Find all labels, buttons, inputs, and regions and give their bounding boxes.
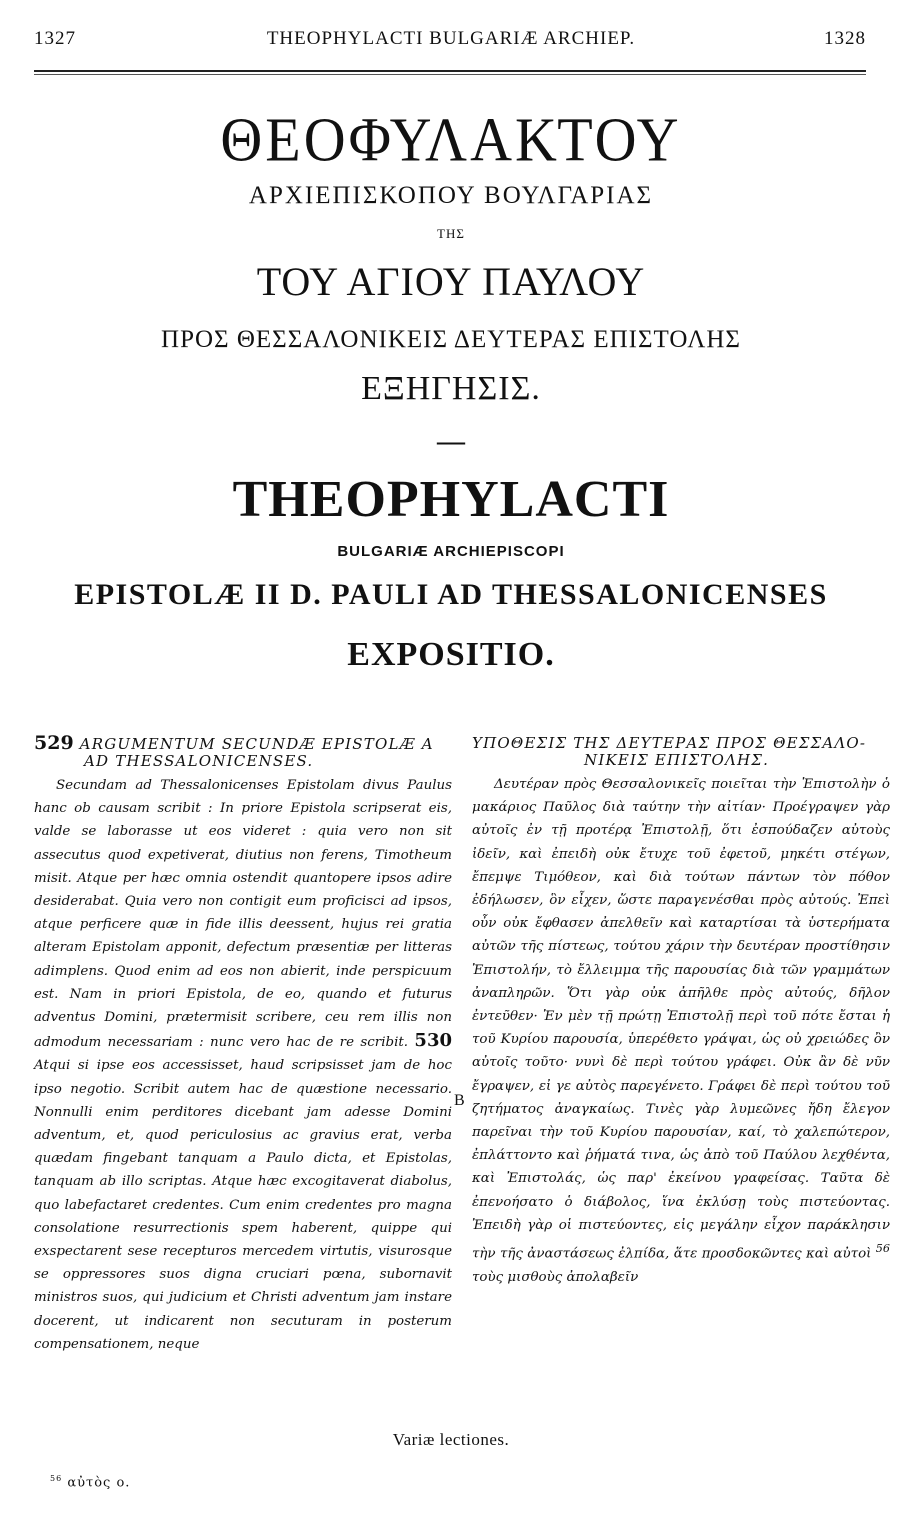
greek-text-end: τοὺς μισθοὺς ἀπολαβεῖν: [472, 1269, 639, 1285]
header-rule: [34, 70, 866, 75]
latin-title: THEOPHYLACTI: [232, 471, 670, 528]
greek-column: [472, 735, 890, 1289]
running-head: [0, 28, 902, 60]
latin-text-part2: Atqui si ipse eos accessisset, haud scripsisset jam de hoc ipso negotio. Scribit autem hac de quæstione necessario. Nonnulli enim perditores dicebant jam adesse Domini adventum, et, quod periculosius ac gravius erat, verba quædam fingebant tanquam a Paulo dicta, et Epistolas, tanquam ab illo scriptas. Atque hæc excogitaverat diabolus, quo labefactaret credentes. Cum enim credentes pro magna consolatione resurrectionis spem haberent, quippe qui exspectarent sese recepturos mercedem virtutis, visurosque se oppressores suos digna cruciari pœna, subornavit ministros suos, qui judicium et Christi adventum jam instare docerent, ut indicarent non secuturam in posterum compensationem, neque: [34, 1058, 452, 1352]
latin-column-heading: [34, 732, 452, 770]
margin-letter: B: [454, 1092, 465, 1109]
greek-text: [472, 773, 890, 1289]
greek-column-heading: [472, 735, 890, 769]
greek-subtitle-1: ΑΡΧΙΕΠΙΣΚΟΠΟΥ ΒΟΥΛΓΑΡΙΑΣ: [248, 182, 654, 209]
footnote-number: 56: [50, 1474, 63, 1483]
latin-heading-line2: AD THESSALONICENSES.: [84, 752, 314, 770]
column-number-right: 1328: [824, 28, 866, 49]
greek-heading-line2: ΝΙΚΕΙΣ ΕΠΙΣΤΟΛΗΣ.: [584, 751, 770, 769]
greek-subtitle-2: ΤΗΣ: [437, 226, 465, 241]
latin-text-part1: Secundam ad Thessalonicenses Epistolam divus Paulus hanc ob causam scribit : In priore Epistola scripserat eis, valde se laborasse ut eos videret : quia vero non sit assecutus quod expetiverat, diutius non ferens, Timotheum misit. Atque per hæc omnia ostendit quantopere ipsos adire desiderabat. Quia vero non contigit eum proficisci ad ipsos, atque perficere quæ in fide illis deessent, hujus rei gratia alteram Epistolam apponit, defectum præsentiæ per litteras adimplens. Quod enim ad eos non abierit, inde perspicuum est. Nam in priori Epistola, de eo, quando et futurus adventus Domini, prætermisit scribere, ceu rem illis non admodum necessariam : nunc vero hac de re scribit.: [34, 778, 452, 1051]
footnote: [50, 1474, 130, 1490]
greek-subtitle-5: ΕΞΗΓΗΣΙΣ.: [361, 370, 541, 407]
latin-subtitle-1: BULGARIÆ ARCHIEPISCOPI: [337, 543, 565, 560]
running-title: THEOPHYLACTI BULGARIÆ ARCHIEP.: [266, 28, 636, 49]
latin-heading-line1: ARGUMENTUM SECUNDÆ EPISTOLÆ A: [79, 735, 434, 753]
latin-text: [34, 774, 452, 1356]
greek-subtitle-3: ΤΟΥ ΑΓΙΟΥ ΠΑΥΛΟΥ: [256, 259, 646, 304]
title-divider: —: [437, 426, 465, 457]
variae-lectiones-heading: Variæ lectiones.: [392, 1430, 510, 1449]
column-number-left: 1327: [34, 28, 76, 49]
greek-text-body: Δευτέραν πρὸς Θεσσαλονικεῖς ποιεῖται τὴν Ἐπιστολὴν ὁ μακάριος Παῦλος διὰ ταύτην τὴν αἰτίαν· Προέγραψεν γὰρ αὐτοῖς ἐν τῇ προτέρᾳ Ἐπιστολῇ, ὅτι ἐσπούδαζεν αὐτοὺς ἰδεῖν, καὶ ἐπειδὴ οὐκ ἔτυχε τοῦ ἐφετοῦ, μηκέτι στέγων, ἔπεμψε Τιμόθεον, καὶ διὰ τούτων πάντων τὸν πόθον ἐδήλωσεν, ὃν εἶχεν, ὥστε παραγενέσθαι πρὸς αὐτούς. Ἐπεὶ οὖν οὐκ ἔφθασεν ἀπελθεῖν καὶ καταρτίσαι τὰ ὑστερήματα αὐτῶν τῆς πίστεως, τούτου χάριν τὴν δευτέραν προστίθησιν Ἐπιστολήν, τὸ ἔλλειμμα τῆς παρουσίας διὰ τῶν γραμμάτων ἀναπληρῶν. Ὅτι γὰρ οὐκ ἀπῆλθε πρὸς αὐτούς, δῆλον ἐντεῦθεν· Ἐν μὲν τῇ πρώτῃ Ἐπιστολῇ περὶ τοῦ πότε ἔσται ἡ τοῦ Κυρίου παρουσία, ὑπερέθετο γράψαι, ὡς οὐ χρειώδες ὂν αὐτοῖς τοῦτο· νυνὶ δὲ περὶ τούτου γράφει. Οὐκ ἂν δὲ νῦν ἔγραψεν, εἰ γε αὐτὸς παρεγένετο. Γράφει δὲ περὶ τούτου τοῦ ζητήματος ἀναγκαίως. Τινὲς γὰρ λυμεῶνες ἤδη ἔλεγον παρεῖναι τὴν τοῦ Κυρίου παρουσίαν, καί, τὸ χαλεπώτερον, ἐπλάττοντο καὶ ῥήματά τινα, ὡς ἀπὸ τοῦ Παύλου λεχθέντα, καὶ Ἐπιστολάς, ὡς παρ' ἐκείνου γραφείσας. Ταῦτα δὲ ἐπενοήσατο ὁ διάβολος, ἵνα ἐκλύσῃ τοὺς πιστεύοντας. Ἐπειδὴ γὰρ οἱ πιστεύοντες, εἰς μεγάλην εἶχον παράκλησιν τὴν τῆς ἀναστάσεως ἐλπίδα, ἅτε προσδοκῶντες καὶ αὐτοὶ: [472, 777, 890, 1262]
greek-subtitle-4: ΠΡΟΣ ΘΕΣΣΑΛΟΝΙΚΕΙΣ ΔΕΥΤΕΡΑΣ ΕΠΙΣΤΟΛΗΣ: [161, 326, 741, 353]
footnote-text: αὐτὸς ο.: [67, 1475, 131, 1491]
greek-title: ΘΕΟΦΥΛΑΚΤΟΥ: [220, 104, 682, 175]
latin-subtitle-2: EPISTOLÆ II D. PAULI AD THESSALONICENSES: [74, 578, 828, 611]
latin-subtitle-3: EXPOSITIO.: [347, 636, 555, 673]
latin-column: [34, 732, 452, 1356]
footnote-reference: 56: [875, 1242, 890, 1256]
column-marker-529: 529: [34, 732, 74, 754]
column-marker-530: 530: [414, 1030, 452, 1052]
greek-heading-line1: ΥΠΟΘΕΣΙΣ ΤΗΣ ΔΕΥΤΕΡΑΣ ΠΡΟΣ ΘΕΣΣΑΛΟ-: [472, 734, 867, 752]
